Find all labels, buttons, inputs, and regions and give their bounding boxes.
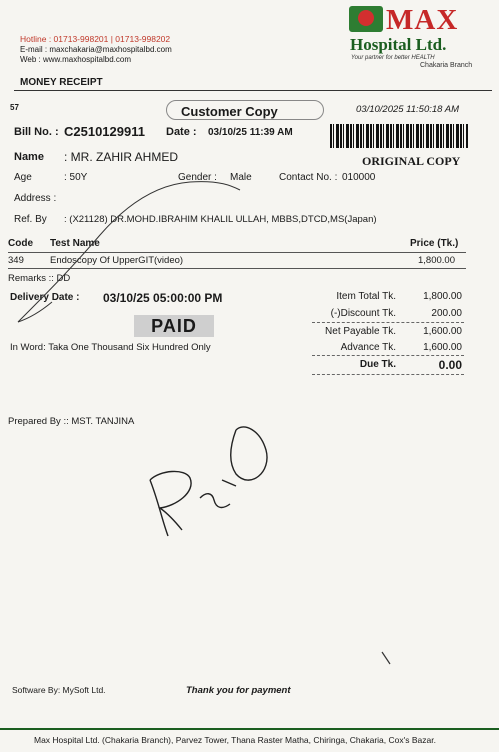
- delivery-date-value: 03/10/25 05:00:00 PM: [103, 291, 223, 305]
- ref-label: Ref. By: [14, 214, 47, 225]
- net-payable-value: 1,600.00: [423, 326, 462, 337]
- paid-stamp: PAID: [134, 315, 214, 337]
- row-test-name: Endoscopy Of UpperGIT(video): [50, 255, 184, 266]
- row-code: 349: [8, 255, 24, 266]
- table-divider: [8, 268, 466, 269]
- date-label: Date :: [166, 126, 197, 138]
- net-payable-label: Net Payable Tk.: [325, 326, 396, 337]
- gender-label: Gender :: [178, 172, 217, 183]
- col-header-price: Price (Tk.): [410, 238, 459, 249]
- contact-label: Contact No. :: [279, 172, 338, 183]
- tagline: Your partner for better HEALTH: [351, 55, 435, 61]
- prepared-by: Prepared By :: MST. TANJINA: [8, 416, 135, 427]
- discount-label: (-)Discount Tk.: [330, 308, 396, 319]
- delivery-date-label: Delivery Date :: [10, 292, 80, 303]
- discount-value: 200.00: [431, 308, 462, 319]
- amount-in-words: In Word: Taka One Thousand Six Hundred Only: [10, 342, 211, 353]
- footer-address: Max Hospital Ltd. (Chakaria Branch), Parvez Tower, Thana Raster Matha, Chiringa, Chakaria, Cox's Bazar.: [34, 735, 436, 745]
- header-divider: [14, 90, 492, 91]
- age-value: : 50Y: [64, 172, 88, 183]
- name-label: Name: [14, 151, 44, 163]
- thank-you-note: Thank you for payment: [186, 685, 291, 696]
- printed-datetime: 03/10/2025 11:50:18 AM: [356, 104, 459, 115]
- summary-divider: [312, 322, 464, 323]
- advance-value: 1,600.00: [423, 342, 462, 353]
- summary-divider: [312, 355, 464, 356]
- hospital-name: Hospital Ltd.: [350, 35, 447, 54]
- copy-label: Customer Copy: [181, 104, 278, 119]
- original-copy-label: ORIGINAL COPY: [362, 154, 461, 168]
- table-divider: [8, 252, 466, 253]
- barcode: [330, 124, 468, 148]
- website-text: Web : www.maxhospitalbd.com: [20, 55, 132, 64]
- branch-name: Chakaria Branch: [420, 62, 473, 69]
- due-label: Due Tk.: [359, 359, 396, 370]
- age-label: Age: [14, 172, 32, 183]
- ref-value: : (X21128) DR.MOHD.IBRAHIM KHALIL ULLAH, MBBS,DTCD,MS(Japan): [64, 214, 377, 225]
- bill-no-value: C2510129911: [64, 124, 145, 139]
- hotline-text: Hotline : 01713-998201 | 01713-998202: [20, 34, 171, 44]
- remarks: Remarks :: DD: [8, 273, 71, 284]
- gender-value: Male: [230, 172, 252, 183]
- footer-divider: [0, 728, 499, 730]
- bill-no-label: Bill No. :: [14, 126, 59, 138]
- email-text: E-mail : maxchakaria@maxhospitalbd.com: [20, 45, 172, 54]
- row-price: 1,800.00: [418, 255, 455, 266]
- item-total-label: Item Total Tk.: [336, 291, 396, 302]
- summary-divider: [312, 374, 464, 375]
- contact-value: 010000: [342, 172, 376, 183]
- document-title: MONEY RECEIPT: [20, 77, 103, 88]
- advance-label: Advance Tk.: [340, 342, 396, 353]
- date-value: 03/10/25 11:39 AM: [208, 127, 293, 138]
- hospital-logo-icon: [349, 6, 383, 32]
- software-credit: Software By: MySoft Ltd.: [12, 685, 106, 695]
- col-header-code: Code: [8, 238, 33, 249]
- due-value: 0.00: [438, 358, 462, 372]
- patient-name: : MR. ZAHIR AHMED: [64, 150, 179, 164]
- serial-number: 57: [10, 103, 19, 112]
- logo-text: MAX: [386, 4, 459, 36]
- item-total-value: 1,800.00: [423, 291, 462, 302]
- address-label: Address :: [14, 193, 57, 204]
- col-header-test-name: Test Name: [50, 238, 100, 249]
